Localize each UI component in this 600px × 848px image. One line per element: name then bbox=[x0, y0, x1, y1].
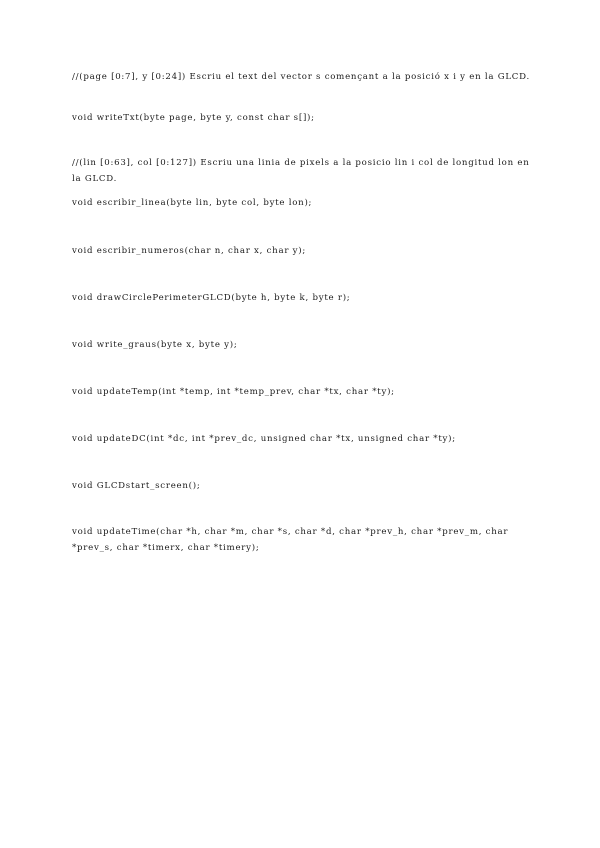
declaration-glcd-start-screen: void GLCDstart_screen(); bbox=[72, 481, 201, 491]
declaration-write-graus: void write_graus(byte x, byte y); bbox=[72, 340, 238, 350]
declaration-update-temp: void updateTemp(int *temp, int *temp_prev, char *tx, char *ty); bbox=[72, 387, 395, 397]
declaration-writetxt: void writeTxt(byte page, byte y, const char s[]); bbox=[72, 113, 315, 123]
comment-writetxt: //(page [0:7], y [0:24]) Escriu el text del vector s començant a la posició x i y en la GLCD. bbox=[72, 72, 530, 82]
declaration-escribir-numeros: void escribir_numeros(char n, char x, char y); bbox=[72, 246, 307, 256]
declaration-update-time: void updateTime(char *h, char *m, char *s, char *d, char *prev_h, char *prev_m, char *prev_s, char *timerx, char *timery); bbox=[72, 527, 512, 553]
comment-escribir-linea: //(lin [0:63], col [0:127]) Escriu una linia de pixels a la posicio lin i col de longitud lon en la GLCD. bbox=[72, 158, 533, 184]
declaration-escribir-linea: void escribir_linea(byte lin, byte col, byte lon); bbox=[72, 198, 313, 208]
declaration-draw-circle-perimeter: void drawCirclePerimeterGLCD(byte h, byte k, byte r); bbox=[72, 293, 351, 303]
declaration-update-dc: void updateDC(int *dc, int *prev_dc, unsigned char *tx, unsigned char *ty); bbox=[72, 434, 456, 444]
